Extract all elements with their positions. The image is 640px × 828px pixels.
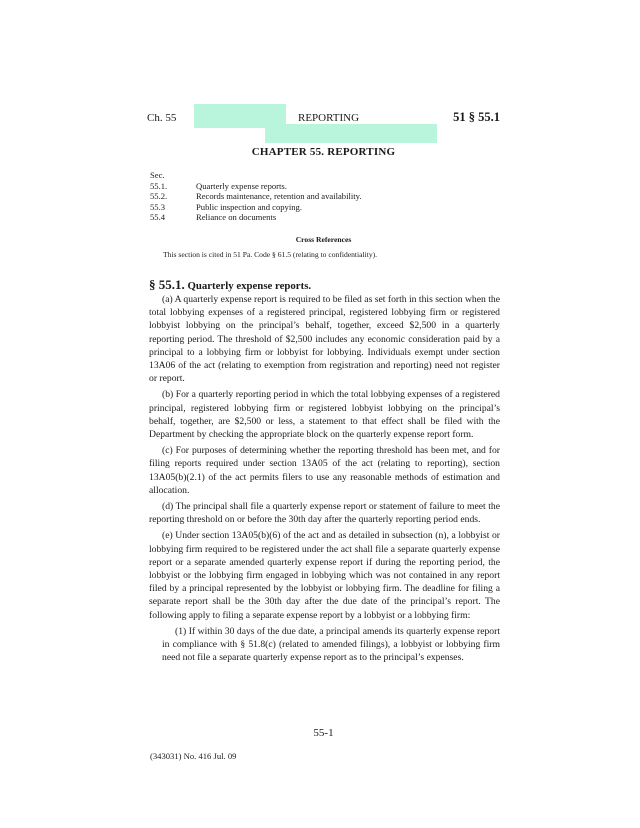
toc-title: Quarterly expense reports. <box>196 180 287 191</box>
paragraph-a: (a) A quarterly expense report is required to be filed as set forth in this section when the total lobbying expenses of a registered principal, registered lobbying firm or registered lobbyist lobbying on the principal’s behalf, together, exceed $2,500 in a quarterly reporting period. The threshold of $2,500 includes any economic consideration paid by a principal to a lobbying firm or lobbyist for lobbying. Individuals exempt under section 13A06 of the act (relating to exemption from registration and reporting) need not register or report. <box>149 294 500 385</box>
toc-number: 55.2. <box>150 191 168 202</box>
cross-references-text: This section is cited in 51 Pa. Code § 61.5 (relating to confidentiality). <box>163 250 378 259</box>
section-contents <box>150 170 362 223</box>
toc-item <box>150 181 362 192</box>
toc-number: 55.3 <box>150 201 166 212</box>
chapter-title: CHAPTER 55. REPORTING <box>251 146 396 158</box>
section-heading <box>149 277 311 293</box>
section-title: Quarterly expense reports. <box>187 280 312 292</box>
subparagraph-1: (1) If within 30 days of the due date, a principal amends its quarterly expense report in compliance with § 51.8(c) (related to amended filings), a lobbyist or lobbying firm need not file a separate quarterly expense report as to the principal’s expenses. <box>162 625 500 664</box>
page-number: 55-1 <box>313 727 334 739</box>
section-body <box>149 293 500 667</box>
toc-title: Public inspection and copying. <box>196 201 302 212</box>
running-header-title: REPORTING <box>298 112 360 124</box>
paragraph-c: (c) For purposes of determining whether the reporting threshold has been met, and for filing reports required under section 13A05 of the act (relating to reporting), section 13A05(b)(2.1) of the act permits filers to use any reasonable methods of estimation and allocation. <box>149 445 500 496</box>
running-header-chapter: Ch. 55 <box>147 112 177 124</box>
toc-number: 55.4 <box>150 212 166 223</box>
running-header-section: 51 § 55.1 <box>453 110 500 124</box>
cross-references-heading: Cross References <box>295 235 352 244</box>
paragraph-d: (d) The principal shall file a quarterly expense report or statement of failure to meet the reporting threshold on or before the 30th day after the quarterly reporting period ends. <box>149 501 500 526</box>
toc-item <box>150 202 362 213</box>
toc-title: Records maintenance, retention and availability. <box>196 191 362 202</box>
paragraph-b: (b) For a quarterly reporting period in which the total lobbying expenses of a registered principal, registered lobbying firm or registered lobbyist lobbying on the principal’s behalf, together, are $2,500 or less, a statement to that effect shall be filed with the Department by checking the appropriate block on the quarterly expense report form. <box>149 389 500 441</box>
toc-number: 55.1. <box>150 180 168 191</box>
toc-item <box>150 212 362 223</box>
section-symbol: § 55.1. <box>149 277 185 292</box>
toc-title: Reliance on documents <box>196 212 277 223</box>
highlight-mark-2 <box>265 124 437 143</box>
page-footer: (343031) No. 416 Jul. 09 <box>150 751 237 761</box>
toc-item <box>150 191 362 202</box>
paragraph-e: (e) Under section 13A05(b)(6) of the act and as detailed in subsection (n), a lobbyist or lobbying firm required to be registered under the act shall file a separate quarterly expense report or a separate amended quarterly expense report if during the reporting period, the lobbyist or the lobbying firm engaged in lobbying which was not contained in any report filed by a principal represented by the lobbyist or lobbying firm. The deadline for filing a separate report shall be the 30th day after the due date of the principal’s report. The following apply to filing a separate expense report by a lobbyist or a lobbying firm: <box>149 530 500 621</box>
toc-label: Sec. <box>150 170 165 180</box>
